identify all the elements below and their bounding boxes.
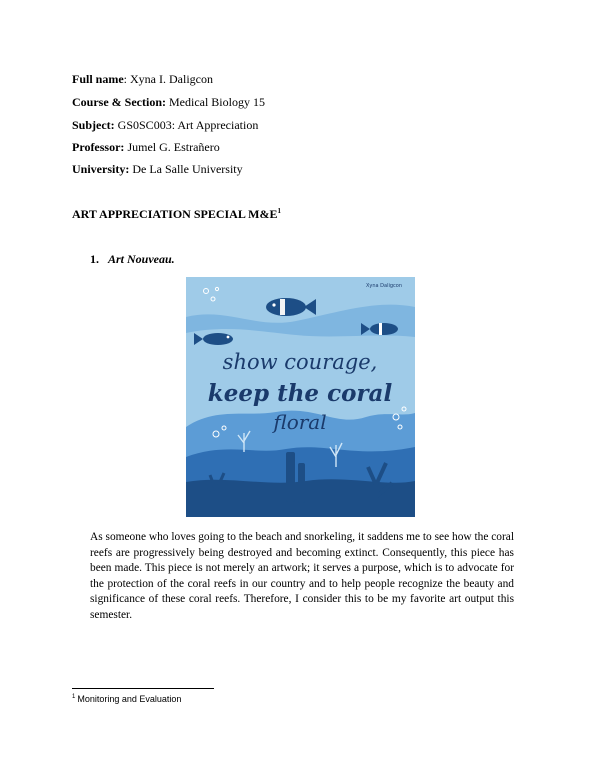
item-title: Art Nouveau.: [108, 252, 175, 266]
footnote-ref: 1: [277, 207, 281, 215]
meta-value: Jumel G. Estrañero: [124, 140, 220, 154]
art-line-2: keep the coral: [207, 380, 393, 407]
meta-subject: [72, 118, 258, 132]
meta-label: University:: [72, 162, 130, 176]
meta-full-name: [72, 72, 213, 86]
footnote-divider: [72, 688, 214, 689]
meta-label: Full name: [72, 72, 124, 86]
footnote-text: Monitoring and Evaluation: [77, 694, 182, 704]
item-number: 1.: [90, 252, 99, 266]
meta-label: Professor:: [72, 140, 125, 154]
meta-professor: [72, 140, 220, 154]
meta-university: [72, 162, 243, 176]
meta-label: Subject:: [72, 118, 115, 132]
meta-value: De La Salle University: [129, 162, 243, 176]
artist-signature: Xyna Daligcon: [365, 283, 403, 289]
coral-artwork-image: [186, 277, 415, 517]
footnote: [72, 694, 181, 704]
meta-label: Course & Section:: [72, 95, 166, 109]
meta-value: Xyna I. Daligcon: [127, 72, 213, 86]
footnote-marker: 1: [72, 694, 76, 700]
body-paragraph: As someone who loves going to the beach and snorkeling, it saddens me to see how the coral reefs are progressively being destroyed and becoming extinct. Consequently, this piece has been made. This piece is not merely an artwork; it serves a purpose, which is to advocate for the protection of the coral reefs in our country and to help people recognize the beauty and significance of these coral reefs. Therefore, I consider this to be my favorite art output this semester.: [90, 531, 514, 621]
list-item-art-nouveau: [90, 252, 175, 267]
art-line-3: floral: [273, 410, 327, 434]
art-line-1: show courage,: [222, 350, 378, 374]
heading-text: ART APPRECIATION SPECIAL M&E: [72, 207, 278, 221]
section-heading: [72, 207, 281, 222]
meta-sep: :: [123, 72, 128, 86]
meta-value: Medical Biology 15: [165, 95, 265, 109]
meta-value: GS0SC003: Art Appreciation: [114, 118, 259, 132]
meta-course-section: [72, 95, 265, 109]
